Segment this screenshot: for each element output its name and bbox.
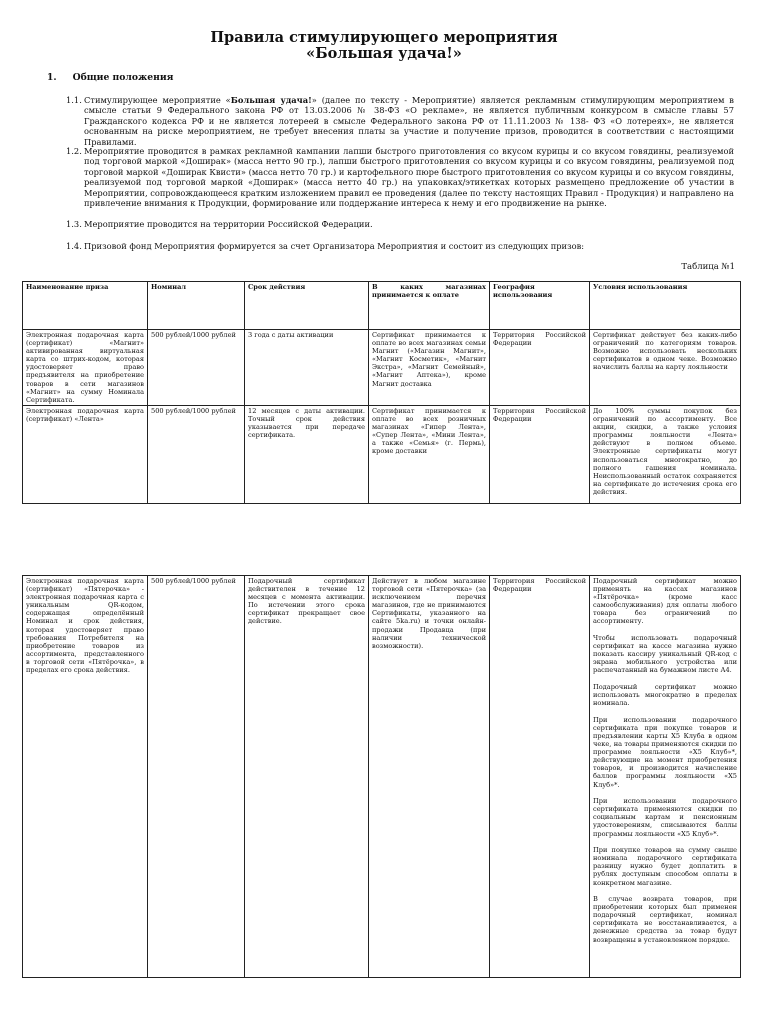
condition-paragraph: При использовании подарочного сертификата применяются скидки по социальным картам и пенсионным удостоверениям, списываются баллы программы лояльности «Х5 Клуб»*.: [593, 797, 737, 838]
cell-conditions: [590, 576, 741, 978]
header-prize: Наименование приза: [23, 282, 148, 330]
paragraph-number: 1.2.: [66, 146, 82, 156]
table-row: [23, 576, 741, 978]
condition-paragraph: При покупке товаров на сумму свыше номинала подарочного сертификата разницу нужно будет доплатить в рублях доступным способом оплаты в конкретном магазине.: [593, 846, 737, 887]
paragraph-text: Стимулирующее мероприятие «: [84, 95, 231, 105]
title-line-2: «Большая удача!»: [306, 45, 462, 62]
table-row: [23, 406, 741, 504]
table-row: [23, 330, 741, 406]
cell-prize: Электронная подарочная карта (сертификат) «Магнит» активированная виртуальная карта со штрих-кодом, которая удостоверяет право предъявителя на приобретение товаров в сети магазинов «Магнит» на сумму Номинала Сертификата.: [23, 330, 148, 406]
cell-validity: 12 месяцев с даты активации. Точный срок действия указывается при передаче сертификата.: [245, 406, 369, 504]
header-validity: Срок действия: [245, 282, 369, 330]
paragraph-text: Мероприятие проводится в рамках рекламной кампании лапши быстрого приготовления со вкусом курицы и со вкусом говядины, реализуемой под торговой маркой «Доширак» (масса нетто 90 гр.), лапши быстрого приготовления со вкусом курицы и со вкусом говядины, реализуемой под торговой маркой «Доширак Квисти» (масса нетто 70 гр.) и картофельного пюре быстрого приготовления со вкусом курицы и со вкусом говядины, реализуемой под торговой маркой «Доширак» (масса нетто 40 гр.) на упаковках/этикетках которых размещено предложение об участии в Мероприятии, сопровождающееся кратким изложением правил ее проведения (далее по тексту настоящих Правил - Продукция) и направлено на привлечение внимания к Продукции, формирование или поддержание интереса к нему и его продвижение на рынке.: [84, 146, 734, 209]
title-line-1: Правила стимулирующего мероприятия: [210, 29, 558, 46]
paragraph-bold-text: Большая удача!: [230, 95, 312, 105]
cell-geo: Территория Российской Федерации: [490, 406, 590, 504]
cell-nominal: 500 рублей/1000 рублей: [148, 330, 245, 406]
document-title: [0, 30, 768, 62]
cell-shops: Сертификат принимается к оплате во всех магазинах семьи Магнит («Магазин Магнит», «Магнит Косметик», «Магнит Экстра», «Магнит Семейный», «Магнит Аптека»), кроме Магнит доставка: [369, 330, 490, 406]
condition-paragraph: В случае возврата товаров, при приобретении которых был применен подарочный сертификат, номинал сертификата не восстанавливается, а денежные средства за товар будут возвращены в установленном порядке.: [593, 895, 737, 944]
cell-nominal: 500 рублей/1000 рублей: [148, 406, 245, 504]
cell-prize: Электронная подарочная карта (сертификат) «Пятерочка» - электронная подарочная карта с уникальным QR-кодом, содержащая определённый Номинал и срок действия, которая удостоверяет право требования Потребителя на приобретение товаров из ассортимента, представленного в торговой сети «Пятёрочка», в пределах его срока действия.: [23, 576, 148, 978]
paragraph-text: » (далее по тексту - Мероприятие) является рекламным стимулирующим мероприятием в смысле статьи 9 Федерального закона РФ от 13.03.2006 № 38-ФЗ «О рекламе», не является публичным конкурсом в смысле главы 57 Гражданского кодекса РФ и не является лотереей в смысле Федерального закона РФ от 11.11.2003 № 138- ФЗ «О лотереях», не является основанным на риске мероприятием, не требует внесения платы за участие и получение призов, проводится в соответствии с настоящими Правилами.: [84, 95, 734, 147]
paragraph-number: 1.3.: [66, 219, 82, 229]
cell-validity: Подарочный сертификат действителен в течение 12 месяцев с момента активации. По истечении этого срока сертификат прекращает свое действие.: [245, 576, 369, 978]
paragraph-number: 1.4.: [66, 241, 82, 251]
table-caption: Таблица №1: [681, 262, 735, 272]
condition-paragraph: Подарочный сертификат можно применять на кассах магазинов «Пятёрочка» (кроме касс самообслуживания) для оплаты любого товара без ограничений по ассортименту.: [593, 577, 737, 626]
condition-paragraph: Чтобы использовать подарочный сертификат на кассе магазина нужно показать кассиру уникальный QR-код с экрана мобильного устройства или распечатанный на бумажном листе А4.: [593, 634, 737, 675]
paragraph-1-4: [66, 241, 734, 251]
section-heading: 1. Общие положения: [47, 72, 174, 83]
header-conditions: Условия использования: [590, 282, 741, 330]
cell-shops: Действует в любом магазине торговой сети «Пятерочка» (за исключением перечня магазинов, где не принимаются Сертификаты, указанного на сайте 5ka.ru) и точки онлайн-продажи Продавца (при наличии технической возможности).: [369, 576, 490, 978]
prize-table: [22, 281, 741, 504]
header-geo: География использования: [490, 282, 590, 330]
cell-conditions: Сертификат действует без каких-либо ограничений по категориям товаров. Возможно использовать нескольких сертификатов в одном чеке. Возможно начислить баллы на карту лояльности: [590, 330, 741, 406]
header-shops: В каких магазинах принимается к оплате: [369, 282, 490, 330]
paragraph-1-2: [66, 146, 734, 209]
cell-geo: Территория Российской Федерации: [490, 330, 590, 406]
cell-geo: Территория Российской Федерации: [490, 576, 590, 978]
prize-table-continued: [22, 575, 741, 978]
paragraph-1-1: [66, 95, 734, 147]
paragraph-text: Призовой фонд Мероприятия формируется за счет Организатора Мероприятия и состоит из следующих призов:: [84, 241, 585, 251]
paragraph-1-3: [66, 219, 734, 229]
paragraph-number: 1.1.: [66, 95, 82, 105]
condition-paragraph: При использовании подарочного сертификата при покупке товаров и предъявлении карты Х5 Клуба в одном чеке, на товары применяются скидки по программе лояльности «Х5 Клуб»*, действующие на момент приобретения товаров, и производится начисление баллов программы лояльности «Х5 Клуб»*.: [593, 715, 737, 789]
condition-paragraph: Подарочный сертификат можно использовать многократно в пределах номинала.: [593, 683, 737, 708]
cell-validity: 3 года с даты активации: [245, 330, 369, 406]
header-nominal: Номинал: [148, 282, 245, 330]
cell-prize: Электронная подарочная карта (сертификат) «Лента»: [23, 406, 148, 504]
paragraph-text: Мероприятие проводится на территории Российской Федерации.: [84, 219, 373, 229]
cell-nominal: 500 рублей/1000 рублей: [148, 576, 245, 978]
table-header-row: [23, 282, 741, 330]
cell-conditions: До 100% суммы покупок без ограничений по ассортименту. Все акции, скидки, а также условия программы лояльности «Лента» действуют в полном объеме. Электронные сертификаты могут использоваться многократно, до полного гашения номинала. Неиспользованный остаток сохраняется на сертификате до истечения срока его действия.: [590, 406, 741, 504]
cell-shops: Сертификат принимается к оплате во всех розничных магазинах «Гипер Лента», «Супер Лента», «Мини Лента», а также «Семья» (г. Пермь), кроме доставки: [369, 406, 490, 504]
